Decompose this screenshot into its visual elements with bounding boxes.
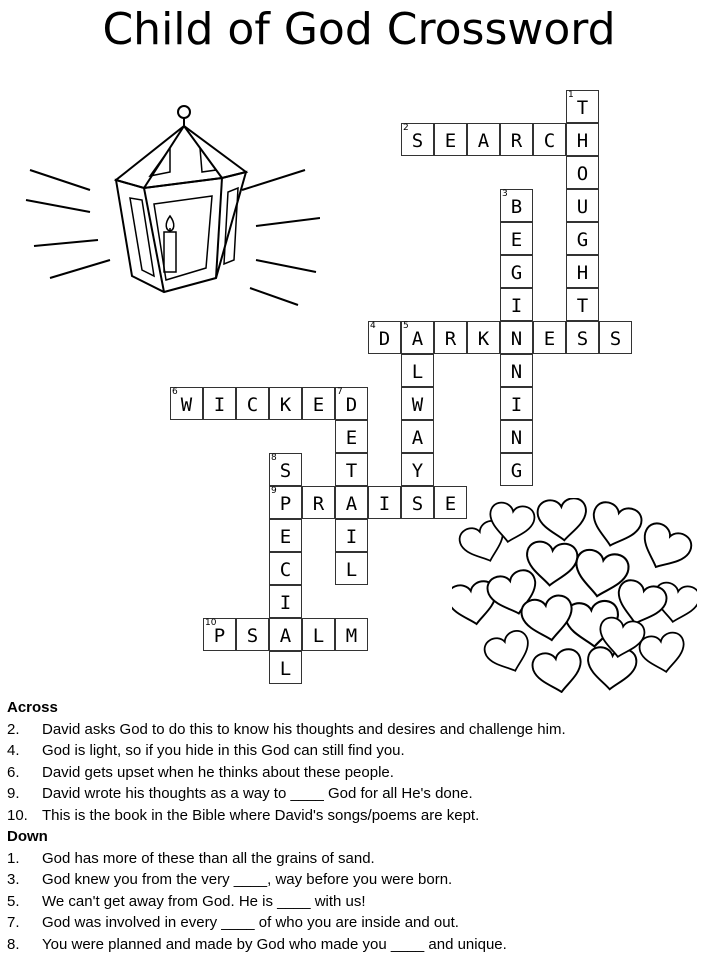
grid-cell xyxy=(335,387,368,420)
cell-letter: N xyxy=(510,328,523,350)
grid-cell xyxy=(401,321,434,354)
cell-letter: C xyxy=(543,130,556,152)
cell-letter: R xyxy=(312,493,325,515)
grid-cell xyxy=(500,222,533,255)
cell-letter: T xyxy=(345,460,358,482)
cell-letter: B xyxy=(510,196,523,218)
cell-letter: P xyxy=(213,625,226,647)
cell-letter: E xyxy=(444,130,457,152)
across-clue: 9. David wrote his thoughts as a way to ____ God for all He's done. xyxy=(7,785,473,802)
clue-number: 7 xyxy=(337,387,343,397)
cell-letter: L xyxy=(345,559,358,581)
grid-cell xyxy=(566,90,599,123)
down-clue: 5. We can't get away from God. He is ____ with us! xyxy=(7,892,366,910)
cell-letter: A xyxy=(477,130,490,152)
cell-letter: H xyxy=(576,130,589,152)
cell-letter: G xyxy=(510,460,523,482)
grid-cell xyxy=(500,255,533,288)
hearts-bouquet-illustration xyxy=(452,498,697,693)
cell-letter: K xyxy=(477,328,490,350)
grid-cell xyxy=(269,585,302,618)
cell-letter: U xyxy=(576,196,589,218)
across-clue: 4. God is light, so if you hide in this God can still find you. xyxy=(7,742,405,759)
clue-number: 3 xyxy=(502,189,508,199)
grid-cell xyxy=(401,486,434,519)
grid-cell xyxy=(269,387,302,420)
clue-number: 1 xyxy=(568,90,574,100)
grid-cell xyxy=(269,618,302,651)
grid-cell xyxy=(566,189,599,222)
clue-number: 10 xyxy=(205,618,217,628)
down-heading: Down xyxy=(7,828,48,845)
cell-letter: E xyxy=(444,493,457,515)
grid-cell xyxy=(434,123,467,156)
cell-letter: W xyxy=(180,394,193,416)
cell-letter: T xyxy=(576,295,589,317)
cell-letter: E xyxy=(312,394,325,416)
grid-cell xyxy=(401,420,434,453)
clue-number: 2 xyxy=(403,123,409,133)
grid-cell xyxy=(467,321,500,354)
grid-cell xyxy=(236,618,269,651)
grid-cell xyxy=(335,552,368,585)
page-title: Child of God Crossword xyxy=(102,4,616,55)
grid-cell xyxy=(401,453,434,486)
grid-cell xyxy=(566,156,599,189)
cell-letter: G xyxy=(576,229,589,251)
cell-letter: M xyxy=(345,625,358,647)
cell-letter: S xyxy=(246,625,259,647)
clue-number: 5 xyxy=(403,321,409,331)
grid-cell xyxy=(566,123,599,156)
grid-cell xyxy=(269,651,302,684)
grid-cell xyxy=(368,486,401,519)
grid-cell xyxy=(566,255,599,288)
grid-cell xyxy=(335,486,368,519)
grid-cell xyxy=(500,420,533,453)
grid-cell xyxy=(401,354,434,387)
cell-letter: D xyxy=(378,328,391,350)
grid-cell xyxy=(368,321,401,354)
grid-cell xyxy=(566,222,599,255)
clue-number: 8 xyxy=(271,453,277,463)
down-clue: 1. God has more of these than all the grains of sand. xyxy=(7,849,375,867)
grid-cell xyxy=(401,387,434,420)
cell-letter: S xyxy=(576,328,589,350)
cell-letter: A xyxy=(279,625,292,647)
cell-letter: L xyxy=(279,658,292,680)
cell-letter: E xyxy=(345,427,358,449)
grid-cell xyxy=(599,321,632,354)
grid-cell xyxy=(533,321,566,354)
cell-letter: S xyxy=(279,460,292,482)
cell-letter: S xyxy=(411,493,424,515)
grid-cell xyxy=(335,420,368,453)
cell-letter: K xyxy=(279,394,292,416)
across-clue: 10. This is the book in the Bible where David's songs/poems are kept. xyxy=(7,806,480,824)
grid-cell xyxy=(566,321,599,354)
grid-cell xyxy=(269,453,302,486)
grid-cell xyxy=(566,288,599,321)
cell-letter: I xyxy=(510,295,523,317)
grid-cell xyxy=(269,519,302,552)
cell-letter: E xyxy=(510,229,523,251)
cell-letter: H xyxy=(576,262,589,284)
grid-cell xyxy=(335,618,368,651)
grid-cell xyxy=(269,552,302,585)
grid-cell xyxy=(401,123,434,156)
grid-cell xyxy=(434,321,467,354)
cell-letter: A xyxy=(411,328,424,350)
cell-letter: R xyxy=(444,328,457,350)
clue-number: 4 xyxy=(370,321,376,331)
grid-cell xyxy=(170,387,203,420)
across-heading: Across xyxy=(7,699,58,716)
grid-cell xyxy=(302,387,335,420)
cell-letter: I xyxy=(378,493,391,515)
cell-letter: I xyxy=(510,394,523,416)
cell-letter: O xyxy=(576,163,589,185)
cell-letter: L xyxy=(312,625,325,647)
cell-letter: Y xyxy=(411,460,424,482)
cell-letter: T xyxy=(576,97,589,119)
grid-cell xyxy=(533,123,566,156)
across-clue: 6. David gets upset when he thinks about these people. xyxy=(7,763,394,781)
cell-letter: R xyxy=(510,130,523,152)
cell-letter: N xyxy=(510,427,523,449)
grid-cell xyxy=(500,189,533,222)
cell-letter: N xyxy=(510,361,523,383)
cell-letter: I xyxy=(213,394,226,416)
cell-letter: S xyxy=(411,130,424,152)
grid-cell xyxy=(500,321,533,354)
cell-letter: A xyxy=(411,427,424,449)
clue-number: 6 xyxy=(172,387,178,397)
cell-letter: P xyxy=(279,493,292,515)
grid-cell xyxy=(203,618,236,651)
cell-letter: E xyxy=(543,328,556,350)
grid-cell xyxy=(335,519,368,552)
grid-cell xyxy=(500,354,533,387)
cell-letter: D xyxy=(345,394,358,416)
grid-cell xyxy=(203,387,236,420)
down-clue: 7. God was involved in every ____ of who you are inside and out. xyxy=(7,914,459,931)
grid-cell xyxy=(335,453,368,486)
grid-cell xyxy=(500,453,533,486)
down-clue: 8. You were planned and made by God who made you ____ and unique. xyxy=(7,935,507,953)
grid-cell xyxy=(500,387,533,420)
grid-cell xyxy=(302,618,335,651)
cell-letter: G xyxy=(510,262,523,284)
grid-cell xyxy=(500,288,533,321)
grid-cell xyxy=(269,486,302,519)
cell-letter: S xyxy=(609,328,622,350)
down-clue: 3. God knew you from the very ____, way before you were born. xyxy=(7,871,453,888)
cell-letter: I xyxy=(279,592,292,614)
clues-section xyxy=(7,697,712,955)
cell-letter: W xyxy=(411,394,424,416)
cell-letter: I xyxy=(345,526,358,548)
grid-cell xyxy=(500,123,533,156)
grid-cell xyxy=(302,486,335,519)
cell-letter: E xyxy=(279,526,292,548)
cell-letter: C xyxy=(246,394,259,416)
across-clue: 2. David asks God to do this to know his thoughts and desires and challenge him. xyxy=(7,720,566,738)
grid-cell xyxy=(236,387,269,420)
clue-number: 9 xyxy=(271,486,277,496)
grid-cell xyxy=(467,123,500,156)
cell-letter: L xyxy=(411,361,424,383)
cell-letter: C xyxy=(279,559,292,581)
cell-letter: A xyxy=(345,493,358,515)
